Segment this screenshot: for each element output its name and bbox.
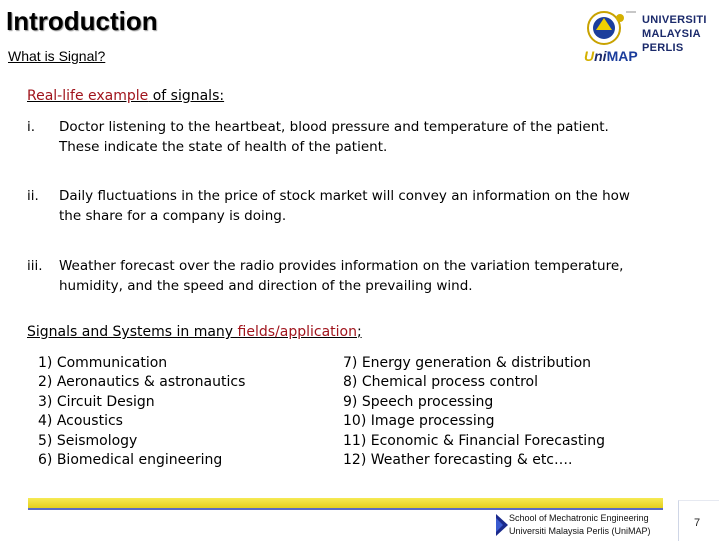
unimap-wordmark: UniMAP bbox=[584, 48, 638, 64]
fields-heading: Signals and Systems in many fields/application; bbox=[27, 324, 362, 340]
example-text: Weather forecast over the radio provides information on the variation temperature, humidity, and the speed and direction of the prevailing wind. bbox=[59, 258, 624, 294]
footer-university: Universiti Malaysia Perlis (UniMAP) bbox=[509, 526, 651, 536]
list-item: 10) Image processing bbox=[343, 413, 495, 430]
fields-heading-accent: fields/application bbox=[237, 324, 357, 340]
example-number: ii. bbox=[27, 188, 39, 204]
unimap-logo bbox=[582, 8, 716, 68]
list-item: 12) Weather forecasting & etc…. bbox=[343, 452, 573, 469]
footer-accent-line bbox=[28, 508, 663, 510]
example-text: Daily fluctuations in the price of stock market will convey an information on the how the share for a company is doing. bbox=[59, 188, 630, 224]
list-item: 2) Aeronautics & astronautics bbox=[38, 374, 246, 391]
footer-arrow-icon bbox=[496, 514, 508, 536]
footer-school: School of Mechatronic Engineering bbox=[509, 513, 649, 523]
footer-accent-bar bbox=[28, 498, 663, 508]
example-number: iii. bbox=[27, 258, 43, 274]
fields-list-left bbox=[38, 354, 245, 470]
logo-line-malaysia: MALAYSIA bbox=[642, 28, 701, 40]
examples-heading-rest: of signals: bbox=[148, 88, 225, 104]
list-item: 5) Seismology bbox=[38, 432, 138, 449]
list-item: 3) Circuit Design bbox=[38, 393, 155, 410]
examples-heading-accent: Real-life example bbox=[27, 88, 149, 104]
list-item: 7) Energy generation & distribution bbox=[343, 355, 592, 371]
list-item: 8) Chemical process control bbox=[343, 374, 539, 391]
list-item: 6) Biomedical engineering bbox=[38, 452, 223, 469]
example-text: Doctor listening to the heartbeat, blood pressure and temperature of the patient. These indicate the state of health of the patient. bbox=[59, 119, 609, 155]
page-number: 7 bbox=[694, 517, 701, 529]
list-item: 1) Communication bbox=[38, 355, 168, 371]
examples-heading bbox=[27, 88, 224, 104]
list-item: 9) Speech processing bbox=[343, 393, 494, 410]
list-item: 4) Acoustics bbox=[38, 413, 123, 430]
fields-list-right bbox=[343, 354, 605, 470]
footer-institution bbox=[509, 512, 651, 538]
example-number: i. bbox=[27, 119, 36, 135]
logo-line-universiti: UNIVERSITI bbox=[642, 14, 707, 26]
university-crest-icon bbox=[582, 8, 638, 48]
slide-subtitle: What is Signal? bbox=[8, 48, 106, 64]
list-item: 11) Economic & Financial Forecasting bbox=[343, 432, 605, 449]
slide-title: Introduction bbox=[6, 6, 158, 36]
logo-line-perlis: PERLIS bbox=[642, 42, 684, 54]
